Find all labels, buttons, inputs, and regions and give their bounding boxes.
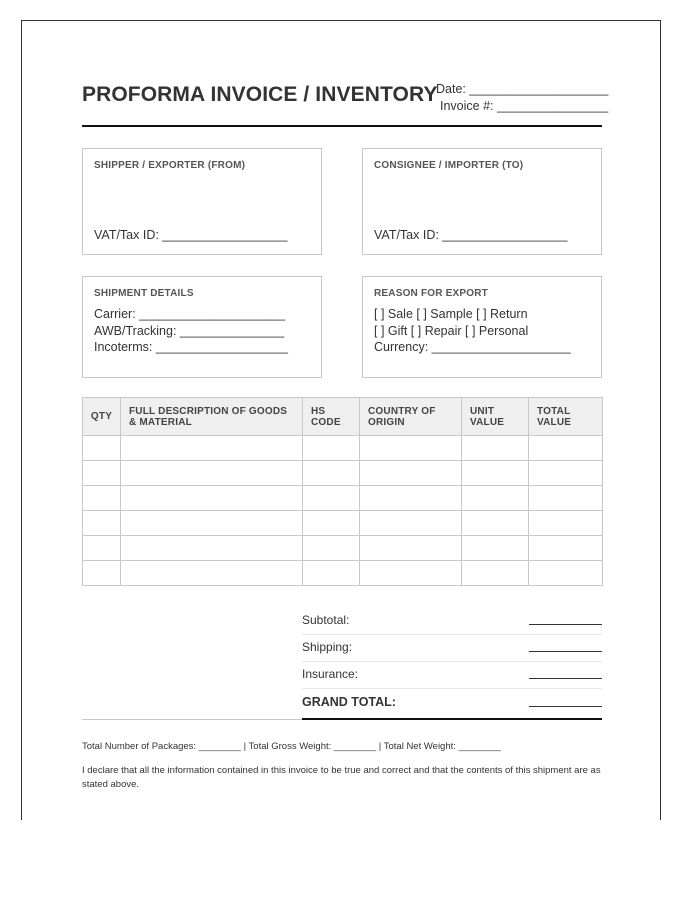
- shipping-field[interactable]: [529, 651, 602, 652]
- description-cell[interactable]: [121, 461, 303, 486]
- column-header-unit-value: UNIT VALUE: [462, 398, 529, 436]
- qty-cell[interactable]: [83, 436, 121, 461]
- unit-value-cell[interactable]: [462, 561, 529, 586]
- title-divider: [82, 125, 602, 127]
- total-value-cell[interactable]: [529, 486, 603, 511]
- goods-table: [82, 397, 603, 586]
- table-row: [83, 536, 603, 561]
- column-header-qty: QTY: [83, 398, 121, 436]
- qty-cell[interactable]: [83, 511, 121, 536]
- description-cell[interactable]: [121, 536, 303, 561]
- country-cell[interactable]: [360, 536, 462, 561]
- hs-code-cell[interactable]: [303, 511, 360, 536]
- table-row: [83, 561, 603, 586]
- unit-value-cell[interactable]: [462, 486, 529, 511]
- unit-value-cell[interactable]: [462, 511, 529, 536]
- table-header-row: [83, 398, 603, 436]
- total-value-cell[interactable]: [529, 561, 603, 586]
- shipping-label: Shipping:: [302, 640, 353, 654]
- reason-checkboxes-row-1[interactable]: [ ] Sale [ ] Sample [ ] Return: [374, 307, 528, 321]
- description-cell[interactable]: [121, 436, 303, 461]
- qty-cell[interactable]: [83, 486, 121, 511]
- description-cell[interactable]: [121, 486, 303, 511]
- package-weights-line[interactable]: Total Number of Packages: ________ | Total Gross Weight: ________ | Total Net Weight: ________: [82, 741, 501, 752]
- currency-field[interactable]: Currency: ____________________: [374, 340, 571, 354]
- shipment-details-box: [82, 276, 322, 378]
- invoice-page: [21, 20, 661, 820]
- qty-cell[interactable]: [83, 461, 121, 486]
- hs-code-cell[interactable]: [303, 461, 360, 486]
- incoterms-field[interactable]: Incoterms: ___________________: [94, 340, 288, 354]
- shipping-row: [302, 635, 602, 662]
- reason-for-export-label: REASON FOR EXPORT: [374, 288, 488, 299]
- unit-value-cell[interactable]: [462, 436, 529, 461]
- consignee-label: CONSIGNEE / IMPORTER (TO): [374, 160, 524, 171]
- reason-checkboxes-row-2[interactable]: [ ] Gift [ ] Repair [ ] Personal: [374, 324, 529, 338]
- subtotal-label: Subtotal:: [302, 613, 350, 627]
- subtotal-row: [302, 608, 602, 635]
- table-row: [83, 511, 603, 536]
- declaration-text: I declare that all the information contained in this invoice to be true and correct and that the contents of this shipment are as stated above.: [82, 765, 601, 790]
- shipment-details-label: SHIPMENT DETAILS: [94, 288, 194, 299]
- consignee-vat-field[interactable]: VAT/Tax ID: __________________: [374, 228, 568, 242]
- table-row: [83, 486, 603, 511]
- qty-cell[interactable]: [83, 536, 121, 561]
- footer-divider: [82, 719, 302, 720]
- shipper-vat-field[interactable]: VAT/Tax ID: __________________: [94, 228, 288, 242]
- country-cell[interactable]: [360, 436, 462, 461]
- table-row: [83, 461, 603, 486]
- country-cell[interactable]: [360, 511, 462, 536]
- carrier-field[interactable]: Carrier: _____________________: [94, 307, 286, 321]
- column-header-hs-code: HS CODE: [303, 398, 360, 436]
- table-row: [83, 436, 603, 461]
- shipper-label: SHIPPER / EXPORTER (FROM): [94, 160, 246, 171]
- country-cell[interactable]: [360, 561, 462, 586]
- insurance-label: Insurance:: [302, 667, 359, 681]
- grand-total-label: GRAND TOTAL:: [302, 695, 396, 709]
- grand-total-row: [302, 690, 602, 720]
- qty-cell[interactable]: [83, 561, 121, 586]
- hs-code-cell[interactable]: [303, 536, 360, 561]
- total-value-cell[interactable]: [529, 461, 603, 486]
- insurance-field[interactable]: [529, 678, 602, 679]
- column-header-description: FULL DESCRIPTION OF GOODS & MATERIAL: [121, 398, 303, 436]
- hs-code-cell[interactable]: [303, 486, 360, 511]
- hs-code-cell[interactable]: [303, 561, 360, 586]
- consignee-box: [362, 148, 602, 255]
- insurance-row: [302, 662, 602, 689]
- column-header-country-of-origin: COUNTRY OF ORIGIN: [360, 398, 462, 436]
- total-value-cell[interactable]: [529, 536, 603, 561]
- page-title: PROFORMA INVOICE / INVENTORY: [82, 83, 438, 106]
- column-header-total-value: TOTAL VALUE: [529, 398, 603, 436]
- unit-value-cell[interactable]: [462, 536, 529, 561]
- country-cell[interactable]: [360, 461, 462, 486]
- tracking-field[interactable]: AWB/Tracking: _______________: [94, 324, 285, 338]
- total-value-cell[interactable]: [529, 511, 603, 536]
- reason-for-export-box: [362, 276, 602, 378]
- unit-value-cell[interactable]: [462, 461, 529, 486]
- subtotal-field[interactable]: [529, 624, 602, 625]
- country-cell[interactable]: [360, 486, 462, 511]
- description-cell[interactable]: [121, 511, 303, 536]
- grand-total-field[interactable]: [529, 706, 602, 707]
- description-cell[interactable]: [121, 561, 303, 586]
- hs-code-cell[interactable]: [303, 436, 360, 461]
- total-value-cell[interactable]: [529, 436, 603, 461]
- invoice-number-field[interactable]: Invoice #: ________________: [440, 99, 609, 113]
- date-field[interactable]: Date: ____________________: [436, 82, 609, 96]
- shipper-box: [82, 148, 322, 255]
